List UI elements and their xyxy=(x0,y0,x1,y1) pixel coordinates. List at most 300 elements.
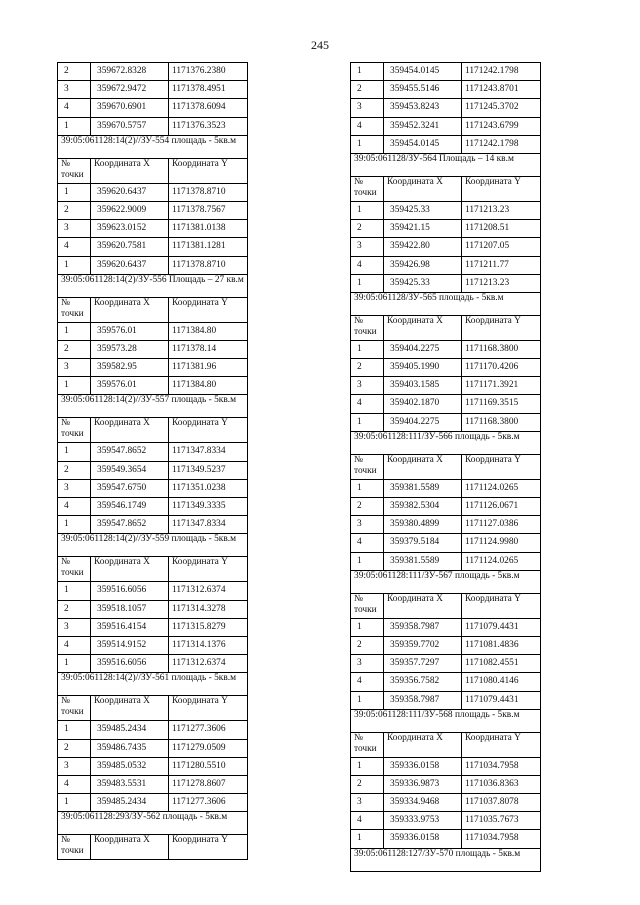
table-row xyxy=(351,117,541,135)
point-number: 3 xyxy=(351,794,384,812)
table-row xyxy=(58,461,248,479)
header-coordinate-y: Координата Y xyxy=(169,418,248,443)
coordinate-y: 1171034.7958 xyxy=(462,830,541,848)
coordinate-y: 1171381.96 xyxy=(169,359,248,377)
point-number: 1 xyxy=(58,117,91,135)
table-row xyxy=(58,201,248,219)
coordinate-y: 1171170.4206 xyxy=(462,359,541,377)
table-row xyxy=(351,220,541,238)
table-header-row xyxy=(58,158,248,183)
table-header-row xyxy=(58,557,248,582)
point-number: 2 xyxy=(58,739,91,757)
coordinate-y: 1171168.3800 xyxy=(462,413,541,431)
point-number: 1 xyxy=(351,201,384,219)
coordinate-x: 359516.6056 xyxy=(91,655,169,673)
coordinate-x: 359672.9472 xyxy=(91,81,169,99)
header-coordinate-x: Координата X xyxy=(91,696,169,721)
point-number: 1 xyxy=(58,582,91,600)
coordinate-x: 359336.0158 xyxy=(384,830,462,848)
coordinate-y: 1171279.0509 xyxy=(169,739,248,757)
header-coordinate-x: Координата X xyxy=(91,418,169,443)
coordinate-x: 359547.8652 xyxy=(91,516,169,534)
coordinate-y: 1171081.4836 xyxy=(462,636,541,654)
table-row xyxy=(58,618,248,636)
parcel-title-row xyxy=(351,153,541,176)
parcel-title: 39:05:061128:14(2)//ЗУ-559 площадь - 5кв.м xyxy=(58,534,248,557)
coordinate-y: 1171277.3606 xyxy=(169,721,248,739)
coordinate-x: 359547.8652 xyxy=(91,443,169,461)
point-number: 1 xyxy=(58,721,91,739)
point-number: 1 xyxy=(351,413,384,431)
point-number: 1 xyxy=(351,135,384,153)
coordinate-y: 1171384.80 xyxy=(169,377,248,395)
coordinate-x: 359573.28 xyxy=(91,340,169,358)
table-header-row xyxy=(351,732,541,757)
coordinate-y: 1171378.7567 xyxy=(169,201,248,219)
table-row xyxy=(351,63,541,81)
point-number: 1 xyxy=(351,618,384,636)
table-row xyxy=(58,516,248,534)
page-number: 245 xyxy=(311,38,329,52)
coordinate-x: 359582.95 xyxy=(91,359,169,377)
table-row xyxy=(58,794,248,812)
coordinate-x: 359672.8328 xyxy=(91,63,169,81)
coordinate-y: 1171243.8701 xyxy=(462,81,541,99)
coordinate-y: 1171124.0265 xyxy=(462,552,541,570)
coordinate-y: 1171211.77 xyxy=(462,256,541,274)
coordinate-x: 359454.0145 xyxy=(384,135,462,153)
header-point: № точки xyxy=(58,158,91,183)
coordinate-y: 1171168.3800 xyxy=(462,340,541,358)
table-row xyxy=(351,479,541,497)
coordinate-y: 1171171.3921 xyxy=(462,377,541,395)
point-number: 3 xyxy=(351,516,384,534)
coordinate-y: 1171378.8710 xyxy=(169,256,248,274)
table-row xyxy=(351,691,541,709)
coordinate-y: 1171079.4431 xyxy=(462,691,541,709)
header-coordinate-x: Координата X xyxy=(384,732,462,757)
coordinate-y: 1171312.6374 xyxy=(169,655,248,673)
point-number: 1 xyxy=(351,757,384,775)
coordinate-y: 1171037.8078 xyxy=(462,794,541,812)
coordinate-x: 359404.2275 xyxy=(384,340,462,358)
table-row xyxy=(351,516,541,534)
point-number: 1 xyxy=(58,443,91,461)
header-point: № точки xyxy=(58,835,91,860)
coordinate-y: 1171079.4431 xyxy=(462,618,541,636)
table-header-row xyxy=(58,696,248,721)
table-row xyxy=(58,443,248,461)
coordinate-y: 1171126.0671 xyxy=(462,498,541,516)
table-header-row xyxy=(351,176,541,201)
table-row xyxy=(58,655,248,673)
coordinate-x: 359620.6437 xyxy=(91,183,169,201)
coordinate-x: 359403.1585 xyxy=(384,377,462,395)
point-number: 2 xyxy=(58,600,91,618)
header-coordinate-x: Координата X xyxy=(91,835,169,860)
point-number: 3 xyxy=(58,479,91,497)
coordinate-y: 1171242.1798 xyxy=(462,63,541,81)
table-row xyxy=(58,359,248,377)
coordinate-x: 359455.5146 xyxy=(384,81,462,99)
coordinate-x: 359485.0532 xyxy=(91,757,169,775)
coordinate-x: 359514.9152 xyxy=(91,636,169,654)
coordinate-y: 1171347.8334 xyxy=(169,516,248,534)
point-number: 2 xyxy=(58,461,91,479)
coordinate-y: 1171349.5237 xyxy=(169,461,248,479)
coordinate-y: 1171082.4551 xyxy=(462,655,541,673)
header-point: № точки xyxy=(351,454,384,479)
coordinate-x: 359334.9468 xyxy=(384,794,462,812)
point-number: 4 xyxy=(58,775,91,793)
parcel-title: 39:05:061128:111/ЗУ-566 площадь - 5кв.м xyxy=(351,431,541,454)
coordinate-x: 359426.98 xyxy=(384,256,462,274)
parcel-title: 39:05:061128/ЗУ-565 площадь - 5кв.м xyxy=(351,292,541,315)
table-row xyxy=(58,117,248,135)
table-row xyxy=(58,757,248,775)
coordinate-y: 1171347.8334 xyxy=(169,443,248,461)
table-row xyxy=(351,340,541,358)
table-row xyxy=(351,775,541,793)
table-row xyxy=(351,794,541,812)
point-number: 3 xyxy=(351,99,384,117)
point-number: 1 xyxy=(58,256,91,274)
coordinate-y: 1171207.05 xyxy=(462,238,541,256)
point-number: 1 xyxy=(351,691,384,709)
coordinate-x: 359402.1870 xyxy=(384,395,462,413)
header-coordinate-y: Координата Y xyxy=(169,297,248,322)
parcel-title: 39:05:061128/ЗУ-564 Площадь – 14 кв.м xyxy=(351,153,541,176)
coordinate-y: 1171169.3515 xyxy=(462,395,541,413)
coordinate-y: 1171213.23 xyxy=(462,274,541,292)
header-coordinate-y: Координата Y xyxy=(462,454,541,479)
table-row xyxy=(351,498,541,516)
coordinate-x: 359576.01 xyxy=(91,377,169,395)
header-coordinate-y: Координата Y xyxy=(169,158,248,183)
table-row xyxy=(351,812,541,830)
header-point: № точки xyxy=(58,557,91,582)
point-number: 2 xyxy=(351,81,384,99)
point-number: 2 xyxy=(351,498,384,516)
parcel-title: 39:05:061128:14(2)//ЗУ-554 площадь - 5кв.м xyxy=(58,135,248,158)
coordinate-y: 1171035.7673 xyxy=(462,812,541,830)
coordinate-y: 1171351.0238 xyxy=(169,479,248,497)
header-point: № точки xyxy=(58,696,91,721)
point-number: 4 xyxy=(58,99,91,117)
coordinate-x: 359336.0158 xyxy=(384,757,462,775)
coordinate-x: 359547.6750 xyxy=(91,479,169,497)
coordinate-y: 1171376.3523 xyxy=(169,117,248,135)
coordinate-x: 359516.4154 xyxy=(91,618,169,636)
coordinate-y: 1171378.8710 xyxy=(169,183,248,201)
header-point: № точки xyxy=(58,418,91,443)
coordinate-y: 1171278.8607 xyxy=(169,775,248,793)
parcel-title: 39:05:061128:14(2)//ЗУ-561 площадь - 5кв.м xyxy=(58,673,248,696)
coordinate-x: 359620.7581 xyxy=(91,238,169,256)
table-row xyxy=(58,99,248,117)
point-number: 4 xyxy=(58,498,91,516)
coordinate-x: 359670.5757 xyxy=(91,117,169,135)
coordinate-y: 1171127.0386 xyxy=(462,516,541,534)
coordinate-x: 359486.7435 xyxy=(91,739,169,757)
point-number: 4 xyxy=(351,673,384,691)
table-row xyxy=(58,256,248,274)
coordinate-y: 1171243.6799 xyxy=(462,117,541,135)
coordinate-x: 359357.7297 xyxy=(384,655,462,673)
coordinate-y: 1171378.14 xyxy=(169,340,248,358)
header-coordinate-y: Координата Y xyxy=(462,732,541,757)
coordinate-x: 359422.80 xyxy=(384,238,462,256)
coordinate-x: 359483.5531 xyxy=(91,775,169,793)
point-number: 4 xyxy=(58,238,91,256)
coordinate-x: 359358.7987 xyxy=(384,618,462,636)
table-row xyxy=(351,618,541,636)
coordinate-x: 359381.5589 xyxy=(384,479,462,497)
table-row xyxy=(351,81,541,99)
coordinate-y: 1171242.1798 xyxy=(462,135,541,153)
table-row xyxy=(58,636,248,654)
point-number: 3 xyxy=(58,359,91,377)
coordinates-table xyxy=(350,62,541,872)
coordinate-y: 1171378.6094 xyxy=(169,99,248,117)
point-number: 3 xyxy=(351,238,384,256)
table-row xyxy=(58,498,248,516)
coordinate-y: 1171036.8363 xyxy=(462,775,541,793)
point-number: 4 xyxy=(351,256,384,274)
point-number: 1 xyxy=(58,794,91,812)
table-row xyxy=(58,479,248,497)
table-row xyxy=(351,201,541,219)
header-coordinate-y: Координата Y xyxy=(169,557,248,582)
table-row xyxy=(351,359,541,377)
table-row xyxy=(58,340,248,358)
header-coordinate-x: Координата X xyxy=(384,593,462,618)
coordinate-x: 359380.4899 xyxy=(384,516,462,534)
point-number: 1 xyxy=(58,183,91,201)
coordinate-x: 359425.33 xyxy=(384,274,462,292)
header-coordinate-x: Координата X xyxy=(91,297,169,322)
coordinate-x: 359454.0145 xyxy=(384,63,462,81)
parcel-title: 39:05:061128:14(2)//ЗУ-557 площадь - 5кв.м xyxy=(58,395,248,418)
parcel-title-row xyxy=(351,570,541,593)
header-coordinate-x: Координата X xyxy=(384,454,462,479)
coordinate-y: 1171277.3606 xyxy=(169,794,248,812)
coordinate-y: 1171034.7958 xyxy=(462,757,541,775)
coordinate-x: 359425.33 xyxy=(384,201,462,219)
point-number: 3 xyxy=(351,377,384,395)
coordinate-y: 1171124.0265 xyxy=(462,479,541,497)
point-number: 1 xyxy=(58,377,91,395)
point-number: 4 xyxy=(58,636,91,654)
coordinate-y: 1171381.1281 xyxy=(169,238,248,256)
coordinate-y: 1171381.0138 xyxy=(169,220,248,238)
coordinate-x: 359333.9753 xyxy=(384,812,462,830)
table-row xyxy=(351,274,541,292)
table-header-row xyxy=(58,835,248,860)
point-number: 2 xyxy=(58,201,91,219)
coordinate-x: 359405.1990 xyxy=(384,359,462,377)
point-number: 4 xyxy=(351,534,384,552)
coordinate-y: 1171314.1376 xyxy=(169,636,248,654)
coordinate-x: 359516.6056 xyxy=(91,582,169,600)
parcel-title-row xyxy=(58,395,248,418)
coordinate-y: 1171245.3702 xyxy=(462,99,541,117)
header-point: № точки xyxy=(351,732,384,757)
parcel-title-row xyxy=(58,135,248,158)
point-number: 3 xyxy=(351,655,384,673)
parcel-title-row xyxy=(351,848,541,871)
table-header-row xyxy=(58,297,248,322)
point-number: 4 xyxy=(351,117,384,135)
parcel-title: 39:05:061128:127/ЗУ-570 площадь - 5кв.м xyxy=(351,848,541,871)
coordinate-x: 359381.5589 xyxy=(384,552,462,570)
point-number: 2 xyxy=(351,220,384,238)
table-row xyxy=(351,413,541,431)
table-row xyxy=(351,377,541,395)
table-row xyxy=(58,600,248,618)
coordinate-x: 359356.7582 xyxy=(384,673,462,691)
coordinate-y: 1171384.80 xyxy=(169,322,248,340)
point-number: 1 xyxy=(58,322,91,340)
coordinate-y: 1171124.9980 xyxy=(462,534,541,552)
point-number: 3 xyxy=(58,618,91,636)
table-row xyxy=(351,99,541,117)
coordinate-y: 1171213.23 xyxy=(462,201,541,219)
table-row xyxy=(351,256,541,274)
coordinate-y: 1171312.6374 xyxy=(169,582,248,600)
table-row xyxy=(58,377,248,395)
coordinate-x: 359358.7987 xyxy=(384,691,462,709)
table-row xyxy=(58,81,248,99)
point-number: 1 xyxy=(351,479,384,497)
parcel-title-row xyxy=(58,673,248,696)
coordinate-y: 1171208.51 xyxy=(462,220,541,238)
table-row xyxy=(351,673,541,691)
table-row xyxy=(351,655,541,673)
table-row xyxy=(351,757,541,775)
parcel-title-row xyxy=(58,534,248,557)
header-coordinate-y: Координата Y xyxy=(169,696,248,721)
table-row xyxy=(351,238,541,256)
header-coordinate-x: Координата X xyxy=(91,557,169,582)
point-number: 1 xyxy=(58,516,91,534)
point-number: 2 xyxy=(351,775,384,793)
parcel-title-row xyxy=(351,709,541,732)
table-row xyxy=(351,830,541,848)
point-number: 2 xyxy=(351,359,384,377)
table-header-row xyxy=(58,418,248,443)
point-number: 3 xyxy=(58,81,91,99)
table-row xyxy=(58,739,248,757)
point-number: 1 xyxy=(58,655,91,673)
table-header-row xyxy=(351,315,541,340)
coordinate-y: 1171376.2380 xyxy=(169,63,248,81)
table-row xyxy=(58,63,248,81)
parcel-title-row xyxy=(351,431,541,454)
coordinate-x: 359620.6437 xyxy=(91,256,169,274)
coordinate-x: 359453.8243 xyxy=(384,99,462,117)
header-coordinate-x: Координата X xyxy=(384,315,462,340)
table-row xyxy=(58,183,248,201)
table-row xyxy=(351,395,541,413)
point-number: 2 xyxy=(58,63,91,81)
table-row xyxy=(351,552,541,570)
coordinate-x: 359485.2434 xyxy=(91,794,169,812)
header-coordinate-y: Координата Y xyxy=(462,315,541,340)
table-header-row xyxy=(351,454,541,479)
coordinate-x: 359359.7702 xyxy=(384,636,462,654)
table-row xyxy=(351,534,541,552)
header-coordinate-x: Координата X xyxy=(384,176,462,201)
point-number: 1 xyxy=(351,552,384,570)
coordinate-x: 359382.5304 xyxy=(384,498,462,516)
header-point: № точки xyxy=(58,297,91,322)
parcel-title: 39:05:061128:14(2)/ЗУ-556 Площадь – 27 кв.м xyxy=(58,274,248,297)
point-number: 2 xyxy=(351,636,384,654)
table-row xyxy=(351,636,541,654)
coordinate-x: 359485.2434 xyxy=(91,721,169,739)
parcel-title-row xyxy=(351,292,541,315)
point-number: 1 xyxy=(351,63,384,81)
header-point: № точки xyxy=(351,593,384,618)
header-coordinate-x: Координата X xyxy=(91,158,169,183)
table-row xyxy=(58,775,248,793)
parcel-title: 39:05:061128:111/ЗУ-567 площадь - 5кв.м xyxy=(351,570,541,593)
point-number: 1 xyxy=(351,340,384,358)
coordinate-x: 359404.2275 xyxy=(384,413,462,431)
coordinate-x: 359336.9873 xyxy=(384,775,462,793)
point-number: 3 xyxy=(58,757,91,775)
coordinate-x: 359549.3654 xyxy=(91,461,169,479)
point-number: 2 xyxy=(58,340,91,358)
table-row xyxy=(58,582,248,600)
header-point: № точки xyxy=(351,176,384,201)
coordinate-y: 1171314.3278 xyxy=(169,600,248,618)
table-row xyxy=(351,135,541,153)
table-header-row xyxy=(351,593,541,618)
coordinate-y: 1171349.3335 xyxy=(169,498,248,516)
coordinate-y: 1171315.8279 xyxy=(169,618,248,636)
header-coordinate-y: Координата Y xyxy=(169,835,248,860)
coordinate-x: 359576.01 xyxy=(91,322,169,340)
table-row xyxy=(58,238,248,256)
table-row xyxy=(58,322,248,340)
parcel-title: 39:05:061128:111/ЗУ-568 площадь - 5кв.м xyxy=(351,709,541,732)
header-point: № точки xyxy=(351,315,384,340)
coordinates-column-left xyxy=(57,62,247,860)
coordinate-x: 359623.0152 xyxy=(91,220,169,238)
point-number: 3 xyxy=(58,220,91,238)
coordinate-x: 359670.6901 xyxy=(91,99,169,117)
parcel-title: 39:05:061128:293/ЗУ-562 площадь - 5кв.м xyxy=(58,812,248,835)
coordinates-column-right xyxy=(350,62,540,872)
point-number: 4 xyxy=(351,395,384,413)
coordinate-x: 359622.9009 xyxy=(91,201,169,219)
coordinate-x: 359379.5184 xyxy=(384,534,462,552)
coordinate-y: 1171378.4951 xyxy=(169,81,248,99)
coordinate-x: 359421.15 xyxy=(384,220,462,238)
parcel-title-row xyxy=(58,274,248,297)
point-number: 1 xyxy=(351,274,384,292)
point-number: 1 xyxy=(351,830,384,848)
table-row xyxy=(58,220,248,238)
coordinate-y: 1171280.5510 xyxy=(169,757,248,775)
coordinate-y: 1171080.4146 xyxy=(462,673,541,691)
coordinate-x: 359518.1057 xyxy=(91,600,169,618)
header-coordinate-y: Координата Y xyxy=(462,176,541,201)
coordinates-table xyxy=(57,62,248,860)
coordinate-x: 359546.1749 xyxy=(91,498,169,516)
